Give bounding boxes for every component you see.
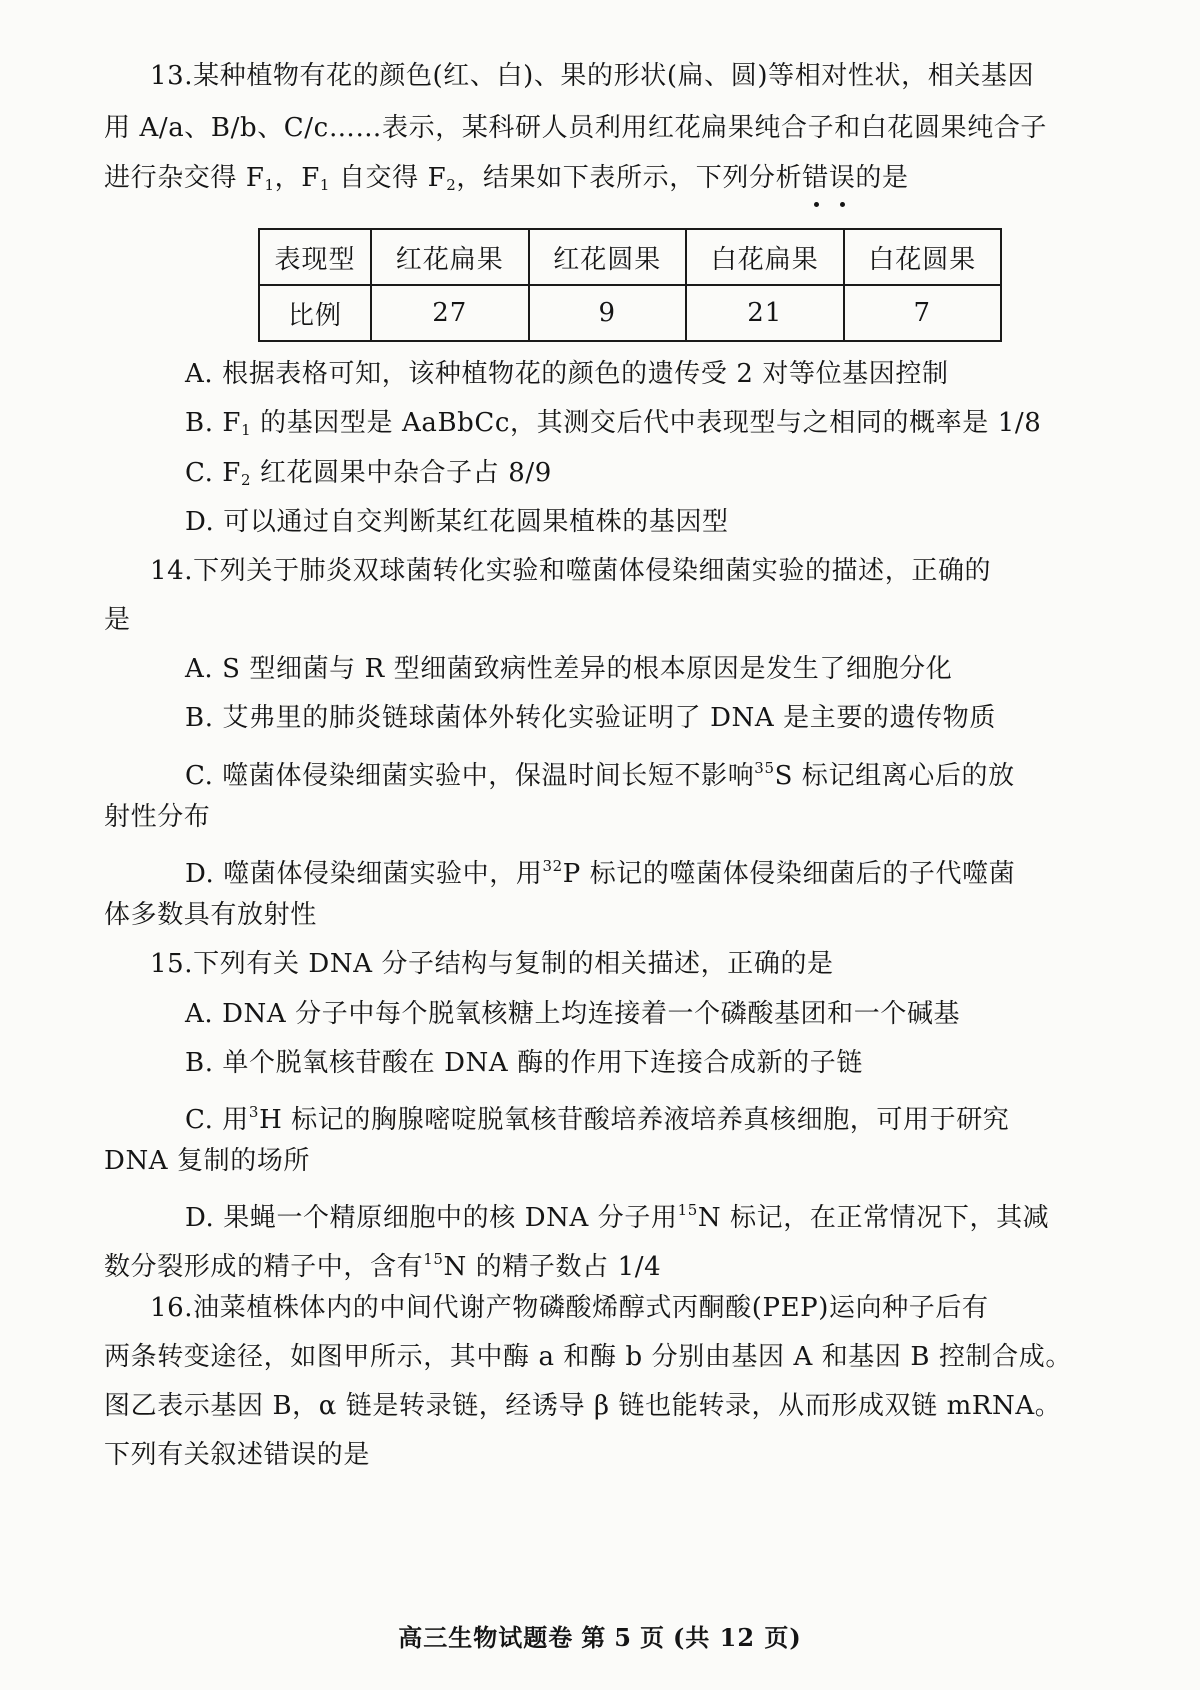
q13-stem-line3: 进行杂交得 $F_1$，$F_1$ 自交得 $F_2$，结果如下表所示，下列分析错误 的是	[104, 161, 909, 202]
table-cell: 表现型	[259, 229, 371, 285]
q16-stem-line4: 下列有关叙述错误的是	[104, 1440, 371, 1470]
q15-option-a: A. DNA 分子中每个脱氧核糖上均连接着一个磷酸基团和一个碱基	[185, 999, 961, 1029]
q15-stem-line1: 15.下列有关 DNA 分子结构与复制的相关描述，正确的是	[150, 949, 834, 979]
table-cell: 比例	[259, 285, 371, 341]
q14-stem-line1: 14.下列关于肺炎双球菌转化实验和噬菌体侵染细菌实验的描述，正确的	[150, 556, 992, 586]
q13-option-c: C. $F_2$ 红花圆果中杂合子占 8/9	[185, 458, 552, 489]
table-cell: 9	[529, 285, 687, 341]
table-header-row	[259, 229, 1001, 285]
phenotype-ratio-table	[258, 228, 1002, 342]
table-cell: 红花扁果	[371, 229, 529, 285]
q14-option-c-cont: 射性分布	[104, 802, 211, 832]
table-cell: 21	[686, 285, 844, 341]
footer-title: 高三生物试题卷	[398, 1623, 574, 1652]
q16-stem-line3: 图乙表示基因 B，α 链是转录链，经诱导 β 链也能转录，从而形成双链 mRNA。	[104, 1391, 1062, 1421]
q14-option-b: B. 艾弗里的肺炎链球菌体外转化实验证明了 DNA 是主要的遗传物质	[185, 703, 996, 733]
q15-option-d: D. 果蝇一个精原细胞中的核 DNA 分子用$^{15}$N 标记，在正常情况下，其减	[185, 1201, 1050, 1233]
q14-option-a: A. S 型细菌与 R 型细菌致病性差异的根本原因是发生了细胞分化	[185, 654, 953, 684]
table-cell: 白花圆果	[844, 229, 1002, 285]
q15-option-c-cont: DNA 复制的场所	[104, 1146, 311, 1176]
q16-stem-line1: 16.油菜植株体内的中间代谢产物磷酸烯醇式丙酮酸(PEP)运向种子后有	[150, 1293, 989, 1323]
q13-option-d: D. 可以通过自交判断某红花圆果植株的基因型	[185, 507, 729, 537]
table-cell: 7	[844, 285, 1002, 341]
page-number: 5	[614, 1623, 632, 1652]
q14-option-c: C. 噬菌体侵染细菌实验中，保温时间长短不影响$^{35}$S 标记组离心后的放	[185, 759, 1015, 791]
q15-option-b: B. 单个脱氧核苷酸在 DNA 酶的作用下连接合成新的子链	[185, 1048, 863, 1078]
q15-option-d-cont: 数分裂形成的精子中，含有$^{15}$N 的精子数占 1/4	[104, 1250, 662, 1282]
table-cell: 白花扁果	[686, 229, 844, 285]
q14-option-d-cont: 体多数具有放射性	[104, 900, 317, 930]
q13-stem-line1: 13.某种植物有花的颜色(红、白)、果的形状(扁、圆)等相对性状，相关基因	[150, 61, 1035, 91]
table-cell: 27	[371, 285, 529, 341]
q13-stem-line2: 用 A/a、B/b、C/c……表示，某科研人员利用红花扁果纯合子和白花圆果纯合子	[104, 113, 1048, 143]
q14-option-d: D. 噬菌体侵染细菌实验中，用$^{32}$P 标记的噬菌体侵染细菌后的子代噬菌	[185, 857, 1016, 889]
q16-stem-line2: 两条转变途径，如图甲所示，其中酶 a 和酶 b 分别由基因 A 和基因 B 控制合成。	[104, 1342, 1072, 1372]
emphasis-dot	[840, 202, 845, 207]
q13-option-a: A. 根据表格可知，该种植物花的颜色的遗传受 2 对等位基因控制	[185, 359, 949, 389]
table-cell: 红花圆果	[529, 229, 687, 285]
q13-option-b: B. $F_1$ 的基因型是 AaBbCc，其测交后代中表现型与之相同的概率是 1/8	[185, 408, 1042, 439]
q15-option-c: C. 用$^3$H 标记的胸腺嘧啶脱氧核苷酸培养液培养真核细胞，可用于研究	[185, 1103, 1010, 1135]
emphasis-dot	[814, 202, 819, 207]
page-footer: 高三生物试题卷 第 5 页 (共 12 页)	[398, 1623, 802, 1652]
table-row	[259, 285, 1001, 341]
q14-stem-line2: 是	[104, 605, 131, 635]
page-total: (共 12 页)	[672, 1623, 802, 1652]
emphasis-error: 错误	[802, 161, 855, 195]
